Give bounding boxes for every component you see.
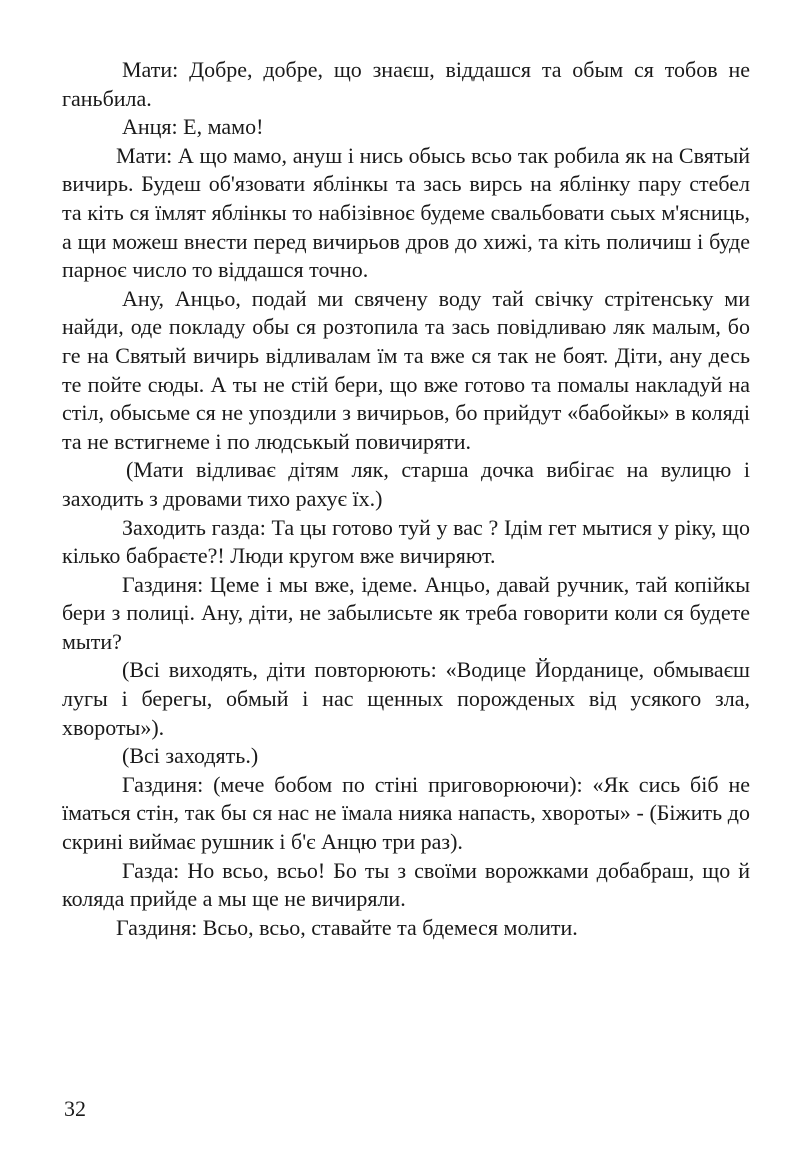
page-number: 32 [64, 1096, 86, 1121]
paragraph-gazdynia-2: Газдиня: (мече бобом по стіні приговорюючи): «Як сись біб не їматься стін, так бы ся нас не їмала ниякa напасть, хвороты» - (Біжить до скрині виймає рушник і б'є Анцю три раз). [62, 771, 750, 855]
paragraph-gazda-2: Газда: Но всьо, всьо! Бо ты з своїми ворожками добабраш, що й коляда прийде а мы ще не вичиряли. [62, 857, 750, 912]
document-page [62, 56, 750, 942]
stage-direction-1: (Мати відливає дітям ляк, старша дочка вибігає на вулицю і заходить з дровами тихо рахує їх.) [62, 457, 750, 511]
paragraph-gazdynia-3: Газдиня: Всьо, всьо, ставайте та бдемеся молити. [116, 914, 578, 940]
paragraph-antsia-1: Анця: Е, мамо! [122, 114, 264, 140]
paragraph-gazda-1: Заходить газда: Та цы готово туй у вас ? Ідім гет мытися у ріку, що кілько бабраєте?! Люди кругом вже вичиряют. [62, 514, 750, 569]
paragraph-mother-1: Мати: Добре, добре, що знаєш, віддашся та обым ся тобов не ганьбила. [62, 57, 750, 111]
paragraph-mother-2: Мати: А що мамо, ануш і нись обысь всьо так робила як на Святый вичирь. Будеш об'язовати яблінкы та зась вирсь на яблінку пару стебел та кіть ся їмлят яблінкы то набізівноє будеме свальбовати сьых м'ясниць, а щи можеш внести перед вичирьов дров до хижі, та кіть поличиш і буде парноє число то віддашся точно. [62, 142, 750, 283]
paragraph-mother-3: Ану, Анцьо, подай ми свячену воду тай свічку стрітенську ми найди, оде покладу обы ся розтопила та зась повідливаю ляк малым, бо ге на Святый вичирь відливалам їм та вже ся так не боят. Діти, ану десь те пойте сюды. А ты не стій бери, що вже готово та помалы накладуй на стіл, обысьме ся не упоздили з вичирьов, бо прийдут «бабойкы» в коляді та не встигнеме і по людськый повичиряти. [62, 285, 750, 454]
stage-direction-3: (Всі заходять.) [122, 743, 259, 769]
paragraph-gazdynia-1: Газдиня: Цеме і мы вже, ідеме. Анцьо, давай ручник, тай копійкы бери з полиці. Ану, діти, не забылисьте як треба говорити коли ся будете мыти? [62, 571, 750, 654]
stage-direction-2: (Всі виходять, діти повторюють: «Водице Йорданице, обмываєш лугы і берегы, обмый і нас щенных порожденых від усякого зла, хвороты»). [62, 657, 750, 740]
